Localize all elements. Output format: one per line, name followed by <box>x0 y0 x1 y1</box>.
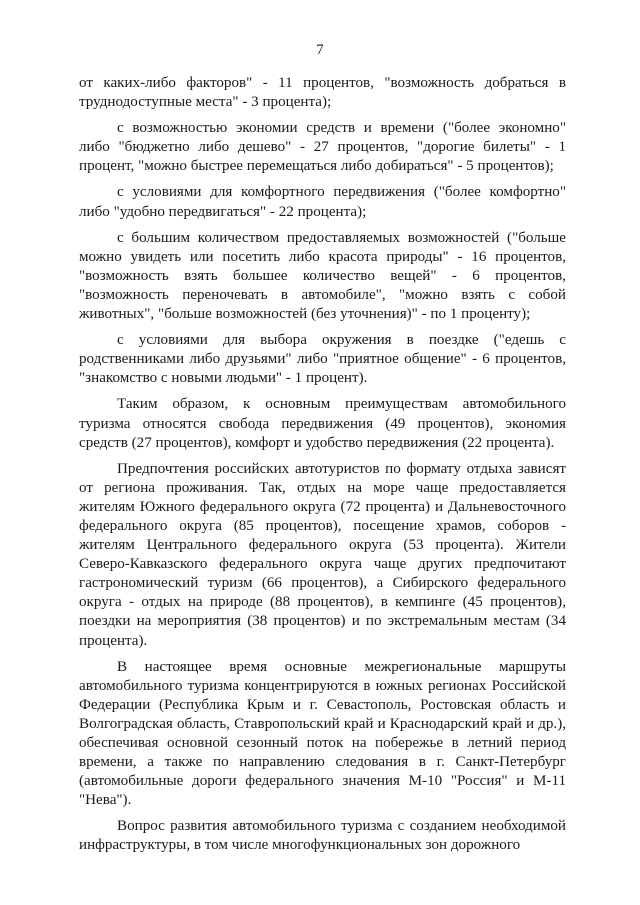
paragraph: с возможностью экономии средств и времени ("более экономно" либо "бюджетно либо дешево" - 27 процентов, "дорогие билеты" - 1 процент, "можно быстрее перемещаться либо добираться" - 5 процентов); <box>79 120 566 175</box>
paragraph: с условиями для комфортного передвижения ("более комфортно" либо "удобно передвигаться" - 22 процента); <box>79 184 566 220</box>
paragraph: с большим количеством предоставляемых возможностей ("больше можно увидеть или посетить либо красота природы" - 16 процентов, "возможность взять большее количество вещей" - 6 процентов, "возможность переночевать в автомобиле", "можно взять с собой животных", "больше возможностей (без уточнения)" - по 1 проценту); <box>79 229 566 323</box>
paragraph: от каких-либо факторов" - 11 процентов, "возможность добраться в труднодоступные места" - 3 процента); <box>79 75 566 111</box>
paragraph: Таким образом, к основным преимуществам автомобильного туризма относятся свобода передвижения (49 процентов), экономия средств (27 процентов), комфорт и удобство передвижения (22 процента). <box>79 396 566 451</box>
paragraph: Вопрос развития автомобильного туризма с созданием необходимой инфраструктуры, в том числе многофункциональных зон дорожного <box>79 818 566 854</box>
page-number: 7 <box>316 42 324 58</box>
paragraph: Предпочтения российских автотуристов по формату отдыха зависят от региона проживания. Так, отдых на море чаще предоставляется жителям Южного федерального округа (72 процента) и Дальневосточного федерального округа (85 процентов), посещение храмов, соборов - жителям Центрального федерального округа (53 процента). Жители Северо-Кавказского федерального округа чаще других предпочитают гастрономический туризм (66 процентов), а Сибирского федерального округа - отдых на природе (88 процентов), в кемпинге (45 процентов), поездки на мероприятия (38 процентов) и по экстремальным местам (34 процента). <box>79 460 566 649</box>
paragraph: В настоящее время основные межрегиональные маршруты автомобильного туризма концентрируются в южных регионах Российской Федерации (Республика Крым и г. Севастополь, Ростовская область и Волгоградская область, Ставропольский край и Краснодарский край и др.), обеспечивая основной сезонный поток на побережье в летний период времени, а также по направлению следования в г. Санкт-Петербург (автомобильные дороги федерального значения М-10 "Россия" и М-11 "Нева"). <box>79 658 566 809</box>
document-body <box>79 74 566 863</box>
paragraph: с условиями для выбора окружения в поездке ("едешь с родственниками либо друзьями" либо "приятное общение" - 6 процентов, "знакомство с новыми людьми" - 1 процент). <box>79 332 566 387</box>
